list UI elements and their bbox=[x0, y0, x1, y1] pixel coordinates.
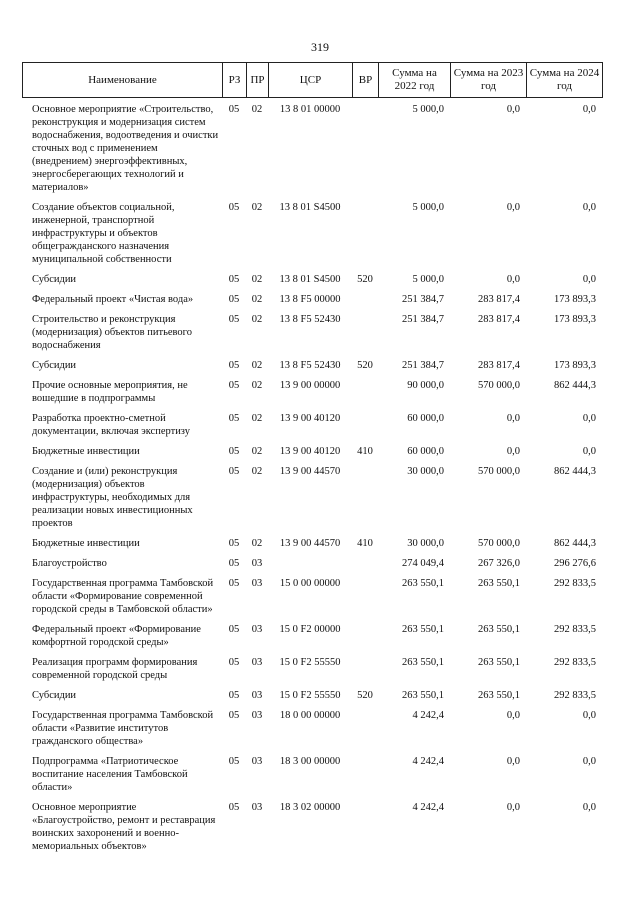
header-sum-2022: Сумма на 2022 год bbox=[379, 63, 451, 98]
cell-csr: 18 0 00 00000 bbox=[279, 710, 341, 721]
table-row bbox=[22, 271, 602, 291]
cell-sum-2024: 0,0 bbox=[582, 274, 596, 285]
header-csr: ЦСР bbox=[269, 63, 353, 98]
cell-sum-2023: 263 550,1 bbox=[478, 578, 520, 589]
cell-vr bbox=[352, 410, 378, 443]
cell-vr bbox=[352, 555, 378, 575]
cell-sum-2024: 0,0 bbox=[582, 756, 596, 767]
cell-rz: 05 bbox=[228, 710, 240, 721]
cell-name: Подпрограмма «Патриотическое воспитание населения Тамбовской области» bbox=[32, 756, 188, 793]
cell-pr: 03 bbox=[251, 558, 263, 569]
cell-csr: 13 9 00 44570 bbox=[279, 466, 341, 477]
table-row bbox=[22, 410, 602, 443]
cell-csr: 15 0 F2 00000 bbox=[279, 624, 341, 635]
cell-csr: 13 9 00 44570 bbox=[279, 538, 341, 549]
cell-csr: 13 8 01 00000 bbox=[279, 104, 341, 115]
cell-vr bbox=[352, 311, 378, 357]
cell-sum-2024: 0,0 bbox=[582, 802, 596, 813]
cell-sum-2023: 0,0 bbox=[506, 756, 520, 767]
cell-sum-2022: 90 000,0 bbox=[407, 380, 444, 391]
cell-sum-2023: 570 000,0 bbox=[478, 380, 520, 391]
table-row bbox=[22, 443, 602, 463]
cell-pr: 02 bbox=[251, 446, 263, 457]
cell-sum-2022: 263 550,1 bbox=[402, 578, 444, 589]
cell-sum-2022: 60 000,0 bbox=[407, 446, 444, 457]
cell-sum-2023: 570 000,0 bbox=[478, 538, 520, 549]
cell-rz: 05 bbox=[228, 802, 240, 813]
cell-vr bbox=[352, 463, 378, 535]
cell-rz: 05 bbox=[228, 380, 240, 391]
cell-sum-2022: 263 550,1 bbox=[402, 690, 444, 701]
cell-vr: 520 bbox=[357, 360, 373, 371]
header-vr: ВР bbox=[353, 63, 379, 98]
cell-rz: 05 bbox=[228, 314, 240, 325]
cell-rz: 05 bbox=[228, 578, 240, 589]
cell-pr: 03 bbox=[251, 578, 263, 589]
cell-sum-2023: 263 550,1 bbox=[478, 657, 520, 668]
cell-name: Разработка проектно-сметной документации, включая экспертизу bbox=[32, 413, 190, 437]
table-row bbox=[22, 654, 602, 687]
cell-rz: 05 bbox=[228, 294, 240, 305]
cell-sum-2024: 296 276,6 bbox=[554, 558, 596, 569]
header-name: Наименование bbox=[23, 63, 223, 98]
table-row bbox=[22, 555, 602, 575]
cell-sum-2023: 263 550,1 bbox=[478, 624, 520, 635]
cell-csr: 15 0 F2 55550 bbox=[279, 690, 341, 701]
cell-sum-2024: 862 444,3 bbox=[554, 538, 596, 549]
cell-vr bbox=[352, 753, 378, 799]
cell-sum-2024: 0,0 bbox=[582, 413, 596, 424]
cell-sum-2022: 251 384,7 bbox=[402, 294, 444, 305]
cell-name: Субсидии bbox=[32, 360, 77, 371]
cell-pr: 02 bbox=[251, 294, 263, 305]
cell-name: Федеральный проект «Формирование комфортной городской среды» bbox=[32, 624, 201, 648]
cell-sum-2023: 0,0 bbox=[506, 413, 520, 424]
cell-vr bbox=[352, 377, 378, 410]
cell-sum-2023: 0,0 bbox=[506, 274, 520, 285]
cell-csr: 13 9 00 40120 bbox=[279, 413, 341, 424]
table-row bbox=[22, 535, 602, 555]
cell-sum-2022: 4 242,4 bbox=[412, 710, 444, 721]
cell-name: Создание и (или) реконструкция (модернизация) объектов инфраструктуры, необходимых для реализации новых инвестиционных проектов bbox=[32, 466, 193, 529]
cell-pr: 02 bbox=[251, 380, 263, 391]
table-row bbox=[22, 463, 602, 535]
table-row bbox=[22, 101, 602, 199]
table-row bbox=[22, 357, 602, 377]
cell-name: Основное мероприятие «Благоустройство, ремонт и реставрация воинских захоронений и военно-мемориальных объектов» bbox=[32, 802, 216, 852]
cell-vr: 520 bbox=[357, 690, 373, 701]
cell-sum-2024: 173 893,3 bbox=[554, 360, 596, 371]
cell-sum-2024: 0,0 bbox=[582, 202, 596, 213]
cell-csr: 18 3 02 00000 bbox=[279, 802, 341, 813]
header-pr: ПР bbox=[247, 63, 269, 98]
cell-sum-2024: 0,0 bbox=[582, 710, 596, 721]
cell-name: Государственная программа Тамбовской области «Развитие институтов гражданского общества» bbox=[32, 710, 214, 747]
cell-name: Субсидии bbox=[32, 274, 77, 285]
cell-pr: 02 bbox=[251, 413, 263, 424]
cell-name: Бюджетные инвестиции bbox=[32, 538, 140, 549]
cell-sum-2024: 0,0 bbox=[582, 104, 596, 115]
cell-sum-2022: 5 000,0 bbox=[412, 274, 444, 285]
cell-sum-2023: 570 000,0 bbox=[478, 466, 520, 477]
cell-name: Реализация программ формирования современной городской среды bbox=[32, 657, 198, 681]
cell-pr: 02 bbox=[251, 466, 263, 477]
cell-name: Субсидии bbox=[32, 690, 77, 701]
cell-sum-2023: 0,0 bbox=[506, 104, 520, 115]
cell-sum-2022: 263 550,1 bbox=[402, 657, 444, 668]
cell-sum-2023: 0,0 bbox=[506, 710, 520, 721]
cell-sum-2024: 292 833,5 bbox=[554, 624, 596, 635]
cell-sum-2024: 292 833,5 bbox=[554, 578, 596, 589]
cell-sum-2022: 251 384,7 bbox=[402, 360, 444, 371]
cell-csr: 15 0 00 00000 bbox=[279, 578, 341, 589]
cell-sum-2023: 0,0 bbox=[506, 202, 520, 213]
cell-sum-2022: 4 242,4 bbox=[412, 802, 444, 813]
cell-pr: 03 bbox=[251, 624, 263, 635]
cell-pr: 03 bbox=[251, 756, 263, 767]
table-row bbox=[22, 311, 602, 357]
cell-vr bbox=[352, 575, 378, 621]
cell-sum-2023: 0,0 bbox=[506, 446, 520, 457]
cell-sum-2023: 283 817,4 bbox=[478, 360, 520, 371]
cell-vr bbox=[352, 707, 378, 753]
cell-rz: 05 bbox=[228, 690, 240, 701]
cell-csr: 13 9 00 40120 bbox=[279, 446, 341, 457]
cell-sum-2022: 4 242,4 bbox=[412, 756, 444, 767]
cell-pr: 03 bbox=[251, 657, 263, 668]
cell-sum-2024: 862 444,3 bbox=[554, 380, 596, 391]
budget-table bbox=[22, 101, 602, 858]
cell-name: Благоустройство bbox=[32, 558, 107, 569]
cell-rz: 05 bbox=[228, 446, 240, 457]
cell-name: Прочие основные мероприятия, не вошедшие в подпрограммы bbox=[32, 380, 188, 404]
cell-vr bbox=[352, 101, 378, 199]
cell-sum-2024: 292 833,5 bbox=[554, 657, 596, 668]
cell-vr bbox=[352, 654, 378, 687]
cell-vr: 410 bbox=[357, 538, 373, 549]
cell-csr: 15 0 F2 55550 bbox=[279, 657, 341, 668]
cell-pr: 02 bbox=[251, 202, 263, 213]
cell-sum-2022: 5 000,0 bbox=[412, 104, 444, 115]
cell-pr: 02 bbox=[251, 314, 263, 325]
cell-rz: 05 bbox=[228, 413, 240, 424]
cell-sum-2023: 267 326,0 bbox=[478, 558, 520, 569]
header-rz: РЗ bbox=[223, 63, 247, 98]
cell-csr: 13 8 F5 52430 bbox=[279, 360, 341, 371]
cell-name: Основное мероприятие «Строительство, реконструкция и модернизация систем водоснабжения, водоотведения и очистки сточных вод с применением (внедрением) энергоэффективных, энергосберегающих технологий и материалов» bbox=[32, 104, 219, 193]
cell-sum-2024: 292 833,5 bbox=[554, 690, 596, 701]
cell-sum-2022: 30 000,0 bbox=[407, 466, 444, 477]
cell-pr: 02 bbox=[251, 360, 263, 371]
page-number: 319 bbox=[311, 40, 329, 54]
cell-name: Государственная программа Тамбовской области «Формирование современной городской среды в Тамбовской области» bbox=[32, 578, 214, 615]
cell-sum-2023: 283 817,4 bbox=[478, 314, 520, 325]
header-sum-2023: Сумма на 2023 год bbox=[451, 63, 527, 98]
cell-csr: 18 3 00 00000 bbox=[279, 756, 341, 767]
cell-sum-2024: 173 893,3 bbox=[554, 294, 596, 305]
cell-rz: 05 bbox=[228, 657, 240, 668]
table-row bbox=[22, 377, 602, 410]
cell-sum-2022: 5 000,0 bbox=[412, 202, 444, 213]
cell-pr: 03 bbox=[251, 690, 263, 701]
table-row bbox=[22, 799, 602, 858]
cell-vr bbox=[352, 621, 378, 654]
cell-vr bbox=[352, 291, 378, 311]
cell-csr bbox=[268, 555, 352, 575]
table-row bbox=[22, 687, 602, 707]
cell-rz: 05 bbox=[228, 202, 240, 213]
cell-sum-2024: 862 444,3 bbox=[554, 466, 596, 477]
cell-vr bbox=[352, 199, 378, 271]
cell-sum-2024: 0,0 bbox=[582, 446, 596, 457]
cell-vr bbox=[352, 799, 378, 858]
cell-vr: 520 bbox=[357, 274, 373, 285]
table-row bbox=[22, 621, 602, 654]
cell-sum-2023: 0,0 bbox=[506, 802, 520, 813]
cell-rz: 05 bbox=[228, 624, 240, 635]
table-row bbox=[22, 291, 602, 311]
cell-sum-2022: 274 049,4 bbox=[402, 558, 444, 569]
table-row bbox=[22, 199, 602, 271]
cell-pr: 02 bbox=[251, 104, 263, 115]
table-row bbox=[22, 575, 602, 621]
cell-pr: 02 bbox=[251, 274, 263, 285]
cell-sum-2024: 173 893,3 bbox=[554, 314, 596, 325]
cell-rz: 05 bbox=[228, 104, 240, 115]
cell-sum-2023: 283 817,4 bbox=[478, 294, 520, 305]
cell-rz: 05 bbox=[228, 466, 240, 477]
cell-sum-2022: 30 000,0 bbox=[407, 538, 444, 549]
table-row bbox=[22, 707, 602, 753]
cell-name: Строительство и реконструкция (модернизация) объектов питьевого водоснабжения bbox=[32, 314, 192, 351]
cell-name: Бюджетные инвестиции bbox=[32, 446, 140, 457]
cell-csr: 13 8 F5 52430 bbox=[279, 314, 341, 325]
header-sum-2024: Сумма на 2024 год bbox=[527, 63, 603, 98]
cell-sum-2022: 251 384,7 bbox=[402, 314, 444, 325]
cell-pr: 02 bbox=[251, 538, 263, 549]
cell-csr: 13 8 01 S4500 bbox=[279, 274, 341, 285]
cell-sum-2023: 263 550,1 bbox=[478, 690, 520, 701]
table-header bbox=[22, 62, 603, 98]
cell-csr: 13 9 00 00000 bbox=[279, 380, 341, 391]
cell-rz: 05 bbox=[228, 558, 240, 569]
cell-sum-2022: 263 550,1 bbox=[402, 624, 444, 635]
cell-rz: 05 bbox=[228, 360, 240, 371]
cell-pr: 03 bbox=[251, 710, 263, 721]
cell-vr: 410 bbox=[357, 446, 373, 457]
cell-csr: 13 8 01 S4500 bbox=[279, 202, 341, 213]
cell-rz: 05 bbox=[228, 274, 240, 285]
cell-name: Федеральный проект «Чистая вода» bbox=[32, 294, 194, 305]
table-row bbox=[22, 753, 602, 799]
cell-csr: 13 8 F5 00000 bbox=[279, 294, 341, 305]
cell-rz: 05 bbox=[228, 756, 240, 767]
cell-name: Создание объектов социальной, инженерной, транспортной инфраструктуры и объектов общегражданского назначения муниципальной собственности bbox=[32, 202, 175, 265]
cell-rz: 05 bbox=[228, 538, 240, 549]
cell-sum-2022: 60 000,0 bbox=[407, 413, 444, 424]
cell-pr: 03 bbox=[251, 802, 263, 813]
